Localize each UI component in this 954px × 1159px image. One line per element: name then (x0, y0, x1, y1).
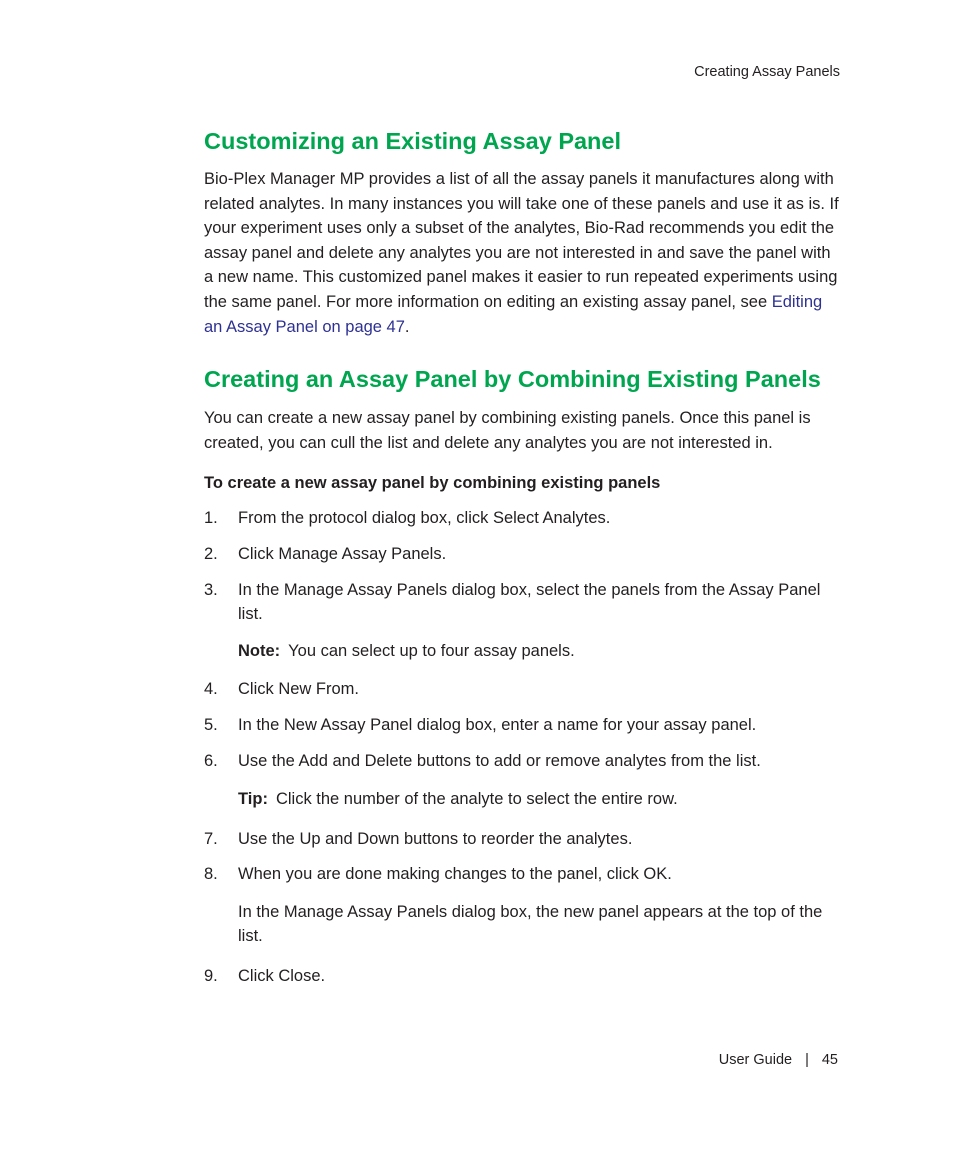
step-text: From the protocol dialog box, click Select Analytes. (238, 509, 611, 528)
step-number: 3. (204, 580, 218, 599)
running-header: Creating Assay Panels (694, 64, 840, 80)
procedure-title: To create a new assay panel by combining existing panels (204, 474, 661, 493)
section-heading-combining: Creating an Assay Panel by Combining Existing Panels (204, 366, 821, 393)
note-callout (204, 639, 844, 664)
procedure-steps (204, 506, 844, 988)
page-content (204, 128, 844, 989)
note-text: You can select up to four assay panels. (288, 641, 575, 660)
page-footer (719, 1052, 838, 1068)
step-5 (204, 713, 844, 738)
step-3 (204, 578, 844, 627)
step-text: In the New Assay Panel dialog box, enter a name for your assay panel. (238, 715, 757, 734)
step-1 (204, 506, 844, 531)
tip-text: Click the number of the analyte to select the entire row. (275, 790, 678, 809)
step-number: 6. (204, 751, 218, 770)
step-text: In the Manage Assay Panels dialog box, select the panels from the Assay Panel list. (238, 580, 821, 624)
step-number: 8. (204, 865, 218, 884)
page-number: 45 (821, 1052, 838, 1068)
step-number: 9. (204, 967, 218, 986)
note-label: Note: (238, 641, 281, 660)
tip-label: Tip: (238, 790, 268, 809)
footer-guide-label: User Guide (718, 1052, 793, 1068)
step-number: 7. (204, 829, 218, 848)
step-6 (204, 749, 844, 774)
editing-assay-panel-link[interactable]: Editing an Assay Panel on page 47 (204, 292, 823, 336)
step-text: Click New From. (238, 680, 360, 699)
customizing-paragraph (204, 167, 844, 339)
section-heading-customizing: Customizing an Existing Assay Panel (204, 128, 622, 154)
step-9 (204, 964, 844, 989)
step-8-result: In the Manage Assay Panels dialog box, the new panel appears at the top of the list. (238, 902, 823, 946)
step-text: Click Close. (238, 967, 326, 986)
step-text: Use the Up and Down buttons to reorder the analytes. (238, 829, 633, 848)
step-8 (204, 862, 844, 887)
step-number: 5. (204, 715, 218, 734)
customizing-paragraph-text: Bio-Plex Manager MP provides a list of all the assay panels it manufactures along with related analytes. In many instances you will take one of these panels and use it as is. If your experiment uses only a subset of the analytes, Bio-Rad recommends you edit the assay panel and delete any analytes you are not interested in and save the panel with a new name. This customized panel makes it easier to run repeated experiments using the same panel. For more information on editing an existing assay panel, see (204, 170, 839, 311)
step-text: Click Manage Assay Panels. (238, 544, 447, 563)
step-7 (204, 827, 844, 852)
footer-separator: | (805, 1052, 809, 1068)
customizing-paragraph-end: . (404, 317, 410, 336)
step-4 (204, 677, 844, 702)
tip-callout (204, 787, 844, 812)
step-number: 2. (204, 544, 218, 563)
step-number: 4. (204, 680, 218, 699)
step-text: Use the Add and Delete buttons to add or remove analytes from the list. (238, 751, 761, 770)
combining-paragraph: You can create a new assay panel by combining existing panels. Once this panel is created, you can cull the list and delete any analytes you are not interested in. (204, 409, 811, 452)
step-number: 1. (204, 509, 218, 528)
step-2 (204, 542, 844, 567)
step-text: When you are done making changes to the panel, click OK. (238, 865, 672, 884)
